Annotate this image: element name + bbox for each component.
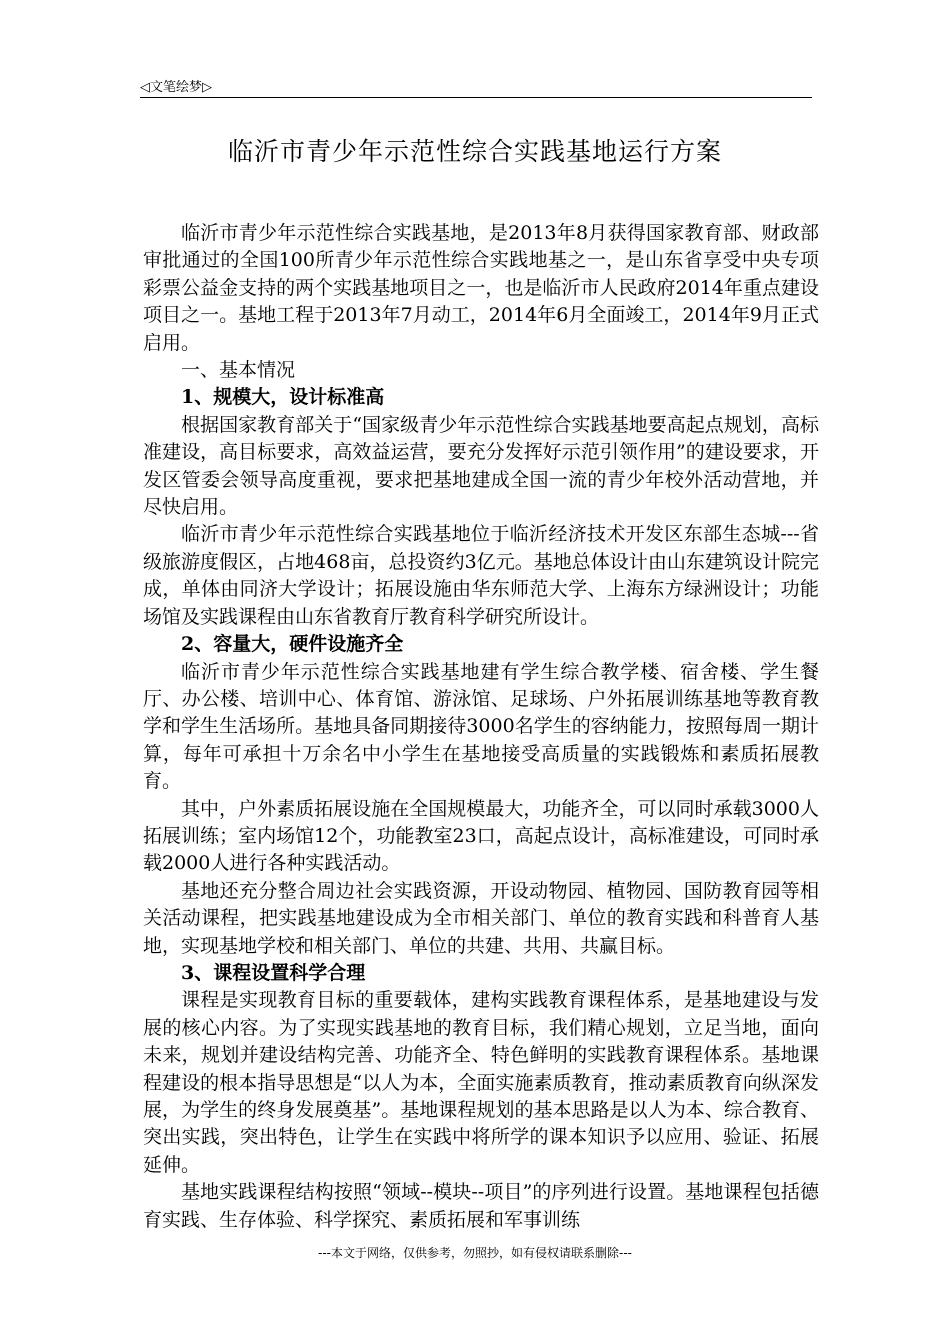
- paragraph: 课程是实现教育目标的重要载体，建构实践教育课程体系，是基地建设与发展的核心内容。为了实现实践基地的教育目标，我们精心规划，立足当地，面向未来，规划并建设结构完善、功能齐全、特色鲜明的实践教育课程体系。基地课程建设的根本指导思想是“以人为本，全面实施素质教育，推动素质教育向纵深发展，为学生的终身发展奠基”。基地课程规划的基本思路是以人为本、综合教育、突出实践，突出特色，让学生在实践中将所学的课本知识予以应用、验证、拓展延伸。: [143, 989, 819, 1176]
- header-brand: ◁文笔绘梦▷: [140, 80, 212, 95]
- paragraph: 基地还充分整合周边社会实践资源，开设动物园、植物园、国防教育园等相关活动课程，把实践基地建设成为全市相关部门、单位的教育实践和科普育人基地，实现基地学校和相关部门、单位的共建、共用、共赢目标。: [143, 879, 819, 957]
- paragraph: 根据国家教育部关于“国家级青少年示范性综合实践基地要高起点规划，高标准建设，高目标要求，高效益运营，要充分发挥好示范引领作用”的建设要求，开发区管委会领导高度重视，要求把基地建成全国一流的青少年校外活动营地，并尽快启用。: [143, 413, 819, 519]
- document-title: 临沂市青少年示范性综合实践基地运行方案: [227, 137, 722, 166]
- subheading-curriculum: 3、课程设置科学合理: [181, 961, 366, 984]
- header-rule: [140, 97, 812, 98]
- page-footer-note: ---本文于网络，仅供参考，勿照抄，如有侵权请联系删除---: [318, 1246, 632, 1260]
- page-header: [140, 72, 812, 98]
- paragraph: 基地实践课程结构按照“领域--模块--项目”的序列进行设置。基地课程包括德育实践、生存体验、科学探究、素质拓展和军事训练: [143, 1181, 819, 1231]
- paragraph: 其中，户外素质拓展设施在全国规模最大，功能齐全，可以同时承载3000人拓展训练；室内场馆12个，功能教室23口，高起点设计，高标准建设，可同时承载2000人进行各种实践活动。: [143, 797, 819, 875]
- subheading-scale: 1、规模大，设计标准高: [181, 386, 385, 409]
- intro-paragraph: 临沂市青少年示范性综合实践基地，是2013年8月获得国家教育部、财政部审批通过的全国100所青少年示范性综合实践地基之一，是山东省享受中央专项彩票公益金支持的两个实践基地项目之一，也是临沂市人民政府2014年重点建设项目之一。基地工程于2013年7月动工，2014年6月全面竣工，2014年9月正式启用。: [143, 222, 819, 354]
- subheading-capacity: 2、容量大，硬件设施齐全: [181, 633, 404, 656]
- paragraph: 临沂市青少年示范性综合实践基地位于临沂经济技术开发区东部生态城---省级旅游度假区，占地468亩，总投资约3亿元。基地总体设计由山东建筑设计院完成，单体由同济大学设计；拓展设施由华东师范大学、上海东方绿洲设计；功能场馆及实践课程由山东省教育厅教育科学研究所设计。: [143, 523, 819, 628]
- paragraph: 临沂市青少年示范性综合实践基地建有学生综合教学楼、宿舍楼、学生餐厅、办公楼、培训中心、体育馆、游泳馆、足球场、户外拓展训练基地等教育教学和学生生活场所。基地具备同期接待3000名学生的容纳能力，按照每周一期计算，每年可承担十万余名中小学生在基地接受高质量的实践锻炼和素质拓展教育。: [143, 660, 819, 793]
- section-heading-basic-info: 一、基本情况: [181, 359, 296, 382]
- document-body: [143, 220, 819, 1234]
